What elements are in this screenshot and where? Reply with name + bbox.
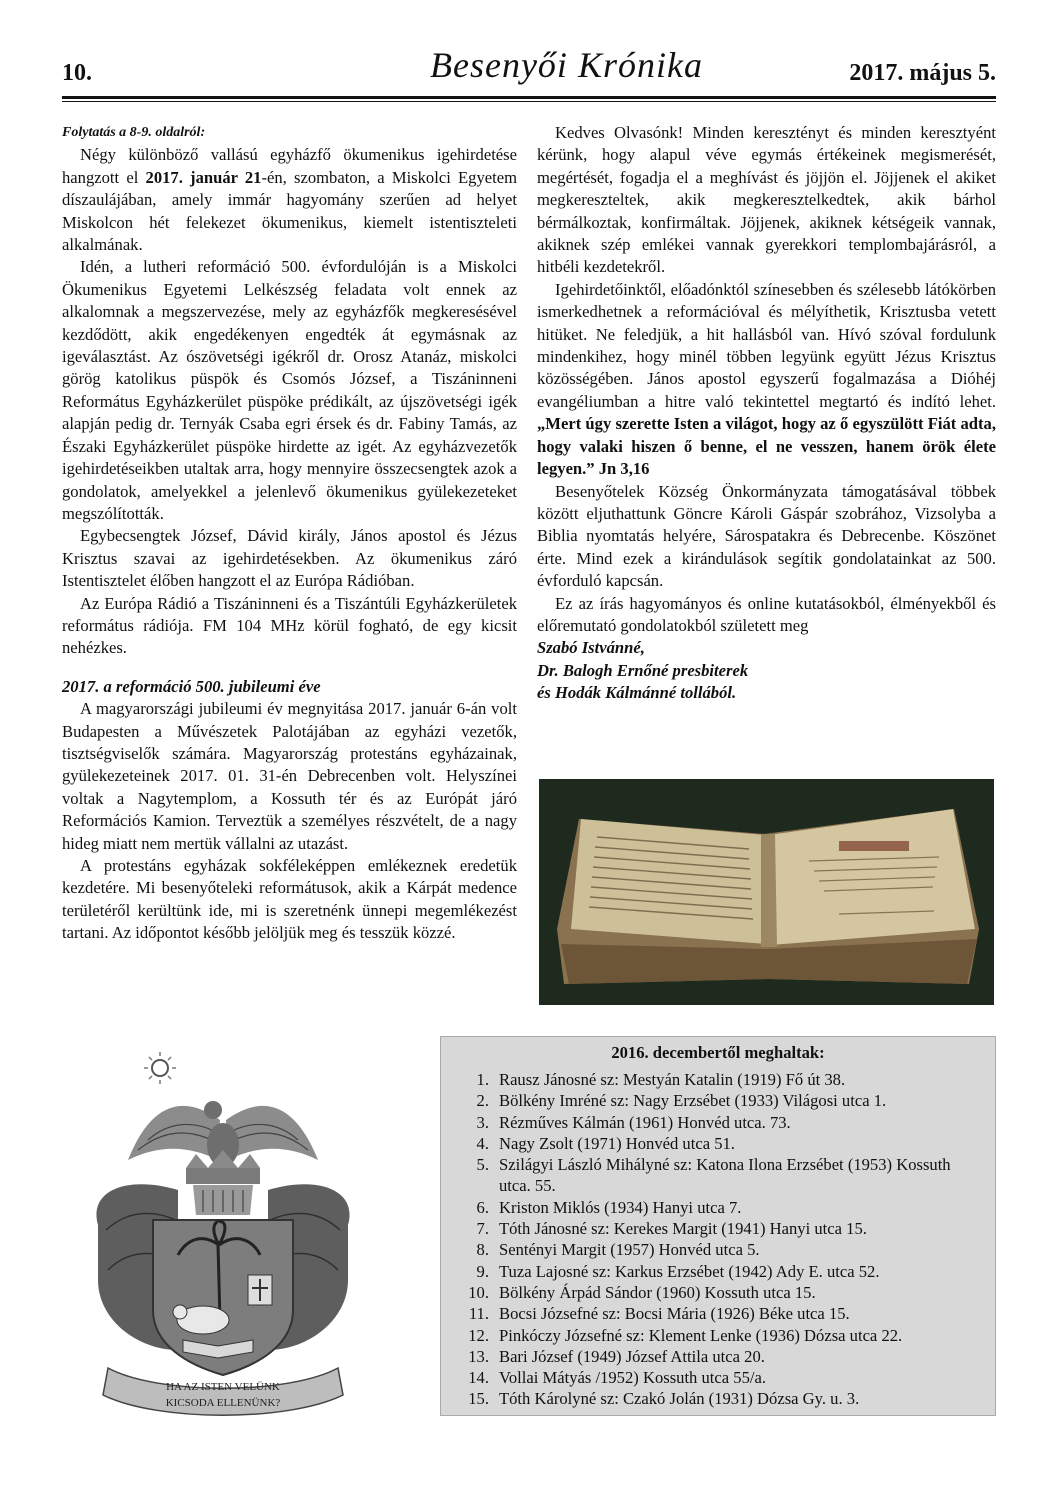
obituary-entry: Bölkény Árpád Sándor (1960) Kossuth utca 15. — [499, 1282, 816, 1302]
text-run: -én, szombaton, a Miskolci Egyetem díszaulájában, amely immár hagyomány szerűen ad helyet Miskolcon hét felekezet ökumenikus, kiemelt istentiszteleti alkalmának. — [62, 167, 517, 255]
obituary-number: 12. — [468, 1325, 489, 1345]
open-bible-photo — [539, 779, 994, 1005]
obituary-number: 6. — [476, 1197, 489, 1217]
obituary-number: 8. — [476, 1240, 489, 1260]
obituary-entry: Bölkény Imréné sz: Nagy Erzsébet (1933) Világosi utca 1. — [499, 1091, 887, 1111]
page-number: 10. — [62, 60, 92, 86]
obituary-list — [455, 1069, 985, 1410]
obituary-entry: Rausz Jánosné sz: Mestyán Katalin (1919) Fő út 38. — [499, 1070, 846, 1089]
text-run: Négy különböző vallású egyházfő ökumenikus igehirdetése hangzott el — [62, 145, 517, 187]
obituary-number: 13. — [468, 1346, 489, 1366]
obituary-number: 3. — [476, 1112, 489, 1132]
obituary-entry: Tóth Károlyné sz: Czakó Jolán (1931) Dózsa Gy. u. 3. — [499, 1389, 860, 1409]
obituary-item — [455, 1069, 985, 1090]
obituary-item — [455, 1388, 985, 1409]
obituary-item — [455, 1112, 985, 1133]
obituary-entry: Bari József (1949) József Attila utca 20. — [499, 1346, 765, 1366]
obituary-entry: Tuza Lajosné sz: Karkus Erzsébet (1942) Ady E. utca 52. — [499, 1261, 880, 1281]
section-title-jubilee: 2017. a reformáció 500. jubileumi éve — [62, 676, 321, 696]
paragraph-commemoration: A protestáns egyházak sokféleképpen emlékeznek eredetük kezdetére. Mi besenyőteleki reformátusok, akik a Kárpát medence területéről kerültünk ide, mi is szeretnénk ünnepi megemlékezést tartani. Az időpontot később jelöljük meg és tesszük közzé. — [62, 856, 517, 943]
obituary-number: 14. — [468, 1368, 489, 1388]
obituary-box — [440, 1036, 996, 1416]
date-emphasis: 2017. január 21 — [145, 167, 262, 187]
obituary-number: 1. — [476, 1070, 489, 1089]
obituary-number: 9. — [476, 1261, 489, 1281]
obituary-item — [455, 1154, 985, 1197]
obituary-number: 2. — [476, 1091, 489, 1111]
right-column — [537, 122, 996, 705]
paragraph-ecumenical-service — [62, 144, 517, 256]
obituary-number: 4. — [476, 1133, 489, 1153]
obituary-entry: Szilágyi László Mihályné sz: Katona Ilona Erzsébet (1953) Kossuth utca. 55. — [499, 1155, 951, 1196]
page-header — [62, 44, 996, 100]
continued-note: Folytatás a 8-9. oldalról: — [62, 125, 206, 140]
obituary-number: 5. — [476, 1155, 489, 1175]
obituary-item — [455, 1303, 985, 1324]
masthead-title: Besenyői Krónika — [430, 45, 703, 85]
obituary-item — [455, 1346, 985, 1367]
paragraph-jubilee-opening: A magyarországi jubileumi év megnyitása 2017. január 6-án volt Budapesten a Művészetek Palotájában az egyházi vezetők, tisztségviselők számára. Magyarország protestáns egyházainak, gyülekezeteinek 2017. 01. 31-én Debrecenben volt. Helyszínei voltak a Nagytemplom, a Kossuth tér és az Európát járó Reformációs Kamion. Terveztük a személyes részvételt, de a nagy hideg miatt nem mertük vállalni az utazást. — [62, 699, 517, 853]
issue-date: 2017. május 5. — [849, 60, 996, 86]
obituary-item — [455, 1239, 985, 1260]
obituary-title: 2016. decembertől meghaltak: — [611, 1043, 825, 1062]
paragraph-origin: Ez az írás hagyományos és online kutatásokból, élményekből és előremutató gondolatokból született meg — [537, 593, 996, 635]
bible-quote: „Mert úgy szerette Isten a világot, hogy az ő egyszülött Fiát adta, hogy valaki hiszen ő benne, el ne vesszen, hanem örök élete legyen.” Jn 3,16 — [537, 414, 996, 479]
obituary-entry: Sentényi Margit (1957) Honvéd utca 5. — [499, 1240, 760, 1260]
obituary-number: 15. — [468, 1389, 489, 1409]
obituary-number: 11. — [468, 1304, 489, 1324]
obituary-entry: Rézműves Kálmán (1961) Honvéd utca. 73. — [499, 1112, 791, 1132]
obituary-entry: Kriston Miklós (1934) Hanyi utca 7. — [499, 1197, 742, 1217]
left-column — [62, 122, 517, 945]
obituary-entry: Pinkóczy Józsefné sz: Klement Lenke (1936) Dózsa utca 22. — [499, 1325, 903, 1345]
obituary-item — [455, 1218, 985, 1239]
signature-3: és Hodák Kálmánné tollából. — [537, 683, 737, 703]
reformed-church-coat-of-arms — [68, 1050, 378, 1425]
obituary-entry: Nagy Zsolt (1971) Honvéd utca 51. — [499, 1133, 735, 1153]
paragraph-excursions: Besenyőtelek Község Önkormányzata támogatásával többek között eljuthattunk Göncre Károli Gáspár szobrához, Vizsolyba a Biblia nyomtatás helyére, Sárospatakra és Debrecenbe. Köszönet érte. Mind ezek a kirándulások segítik gondolatainkat az 500. évforduló kapcsán. — [537, 481, 996, 591]
obituary-entry: Vollai Mátyás /1952) Kossuth utca 55/a. — [499, 1368, 767, 1388]
paragraph-invitation: Kedves Olvasónk! Minden keresztényt és minden keresztyént kérünk, hogy alapul véve egymás értékeinek megismerését, megértését, fogadja el a meghívást és jöjjön el. Jöjjenek el akiket megkereszteltek, akik megkeresztelkedtek, akik bárhol bérmálkoztak, konfirmáltak. Jöjjenek, akiknek kétségeik vannak, akiknek szép emlékei vannak gyerekkori templombajárásról, a hitbéli kezdetekről. — [537, 123, 996, 277]
obituary-item — [455, 1133, 985, 1154]
paragraph-radio: Az Európa Rádió a Tiszáninneni és a Tiszántúli Egyházkerületek református rádiója. FM 104 MHz körül fogható, de egy kicsit nehézkes. — [62, 593, 517, 658]
obituary-number: 7. — [476, 1219, 489, 1239]
obituary-item — [455, 1325, 985, 1346]
obituary-item — [455, 1282, 985, 1303]
header-rule — [62, 96, 996, 99]
signature-2: Dr. Balogh Ernőné presbiterek — [537, 660, 749, 680]
motto-line-1: HA AZ ISTEN VELÜNK — [166, 1381, 280, 1393]
signature-1: Szabó Istvánné, — [537, 638, 645, 658]
text-run: Igehirdetőinktől, előadónktól színesebben és szélesebb látókörben ismerkedhetnek a reformációval és mélyíthetik, Krisztusba vetett hitüket. Ne feledjük, a hit hallásból van. Hívó szóval fordulunk mindenkihez, hogy minél többen legyünk együtt Jézus Krisztus közösségében. János apostol egyszerű fogalmazása a Dióhéj evangéliumban a hitre való tekintettel megtartó és indító lehet. — [537, 279, 996, 411]
obituary-item — [455, 1367, 985, 1388]
motto-line-2: KICSODA ELLENÜNK? — [165, 1397, 281, 1409]
obituary-item — [455, 1197, 985, 1218]
obituary-entry: Tóth Jánosné sz: Kerekes Margit (1941) Hanyi utca 15. — [499, 1219, 867, 1239]
paragraph-faith — [537, 279, 996, 481]
header-rule-thin — [62, 101, 996, 102]
obituary-item — [455, 1090, 985, 1111]
obituary-item — [455, 1261, 985, 1282]
obituary-entry: Bocsi Józsefné sz: Bocsi Mária (1926) Béke utca 15. — [499, 1304, 850, 1324]
obituary-number: 10. — [468, 1282, 489, 1302]
paragraph-reformation-anniversary: Idén, a lutheri reformáció 500. évfordulóján is a Miskolci Ökumenikus Egyetemi Lelkészség feladata volt ennek az alkalomnak a megszervezése, mely az egyházfők megkeresésével kezdődött, akik engedékenyen engedték át egymásnak az igeválasztást. Az ószövetségi igékről dr. Orosz Atanáz, miskolci görög katolikus püspök és Csomós József, a Tiszáninneni Református Egyházkerület püspöke prédikált, az újszövetségi igék alapján pedig dr. Ternyák Csaba egri érsek és dr. Fabiny Tamás, az Északi Egyházkerület püspöke hirdette az igét. Az egyházvezetők igehirdetéseikben utaltak arra, hogy mennyire összecsengtek azok a gondolatok, amelyekkel a jelenlevő ökumenikus gyülekezeteket megszólították. — [62, 257, 517, 523]
paragraph-sermons: Egybecsengtek József, Dávid király, János apostol és Jézus Krisztus szavai az igehirdetésekben. Az ökumenikus záró Istentisztelet élőben hangzott el az Európa Rádióban. — [62, 526, 517, 591]
